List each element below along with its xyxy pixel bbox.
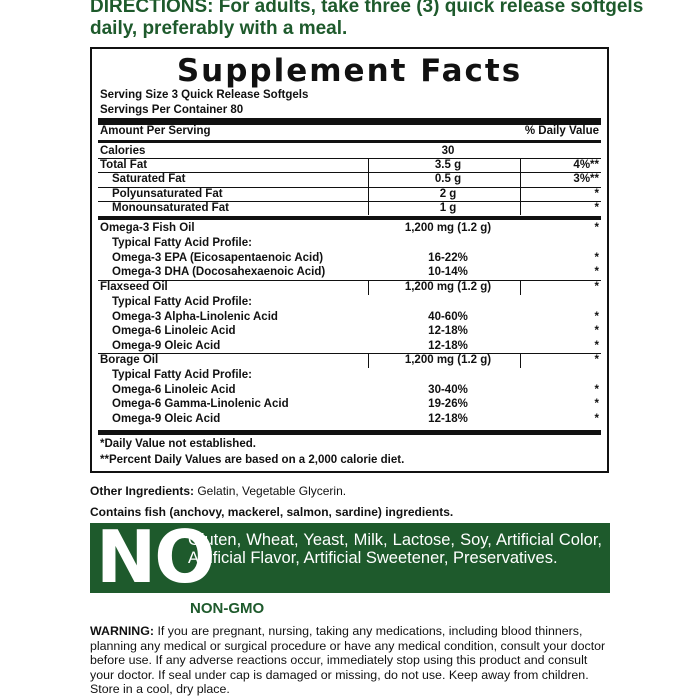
column-divider xyxy=(368,353,369,368)
nutrient-name: Omega-6 Linoleic Acid xyxy=(112,384,236,396)
nutrient-name: Monounsaturated Fat xyxy=(112,202,229,214)
nutrient-amount: 19-26% xyxy=(428,398,468,410)
nutrient-amount: 1,200 mg (1.2 g) xyxy=(404,354,492,366)
facts-row xyxy=(98,398,601,413)
servings-per-container: Servings Per Container 80 xyxy=(100,104,244,116)
nutrient-name: Total Fat xyxy=(100,159,148,171)
row-divider xyxy=(98,280,601,281)
nutrient-amount: 40-60% xyxy=(428,311,468,323)
supplement-facts-title: Supplement Facts xyxy=(176,53,523,89)
row-divider xyxy=(98,201,601,202)
nutrient-name: Omega-6 Gamma-Linolenic Acid xyxy=(112,398,289,410)
facts-row xyxy=(98,202,601,217)
nutrient-name: Omega-9 Oleic Acid xyxy=(112,413,221,425)
supplement-facts-panel xyxy=(90,47,609,473)
nutrient-amount: 2 g xyxy=(439,188,457,200)
section-divider xyxy=(98,216,601,220)
nutrient-name: Typical Fatty Acid Profile: xyxy=(112,369,252,381)
nutrient-name: Borage Oil xyxy=(100,354,159,366)
nutrient-amount: 30 xyxy=(441,145,455,157)
row-divider xyxy=(98,172,601,173)
nutrient-name: Polyunsaturated Fat xyxy=(112,188,223,200)
nutrient-name: Typical Fatty Acid Profile: xyxy=(112,296,252,308)
daily-value: * xyxy=(594,266,599,278)
nutrient-amount: 3.5 g xyxy=(434,159,462,171)
nutrient-amount: 10-14% xyxy=(428,266,468,278)
daily-value: * xyxy=(594,281,599,293)
daily-value: * xyxy=(594,188,599,200)
nutrient-amount: 16-22% xyxy=(428,252,468,264)
daily-value-header: % Daily Value xyxy=(524,125,599,137)
facts-row xyxy=(98,354,601,369)
serving-size: Serving Size 3 Quick Release Softgels xyxy=(100,89,309,101)
nutrient-name: Omega-3 Alpha-Linolenic Acid xyxy=(112,311,278,323)
daily-value: * xyxy=(594,413,599,425)
warning-text: If you are pregnant, nursing, taking any medications, including blood thinners, planning any medical or surgical procedure or have any medical condition, consult your doctor before use. If any adverse reactions occur, immediately stop using this product and consult your doctor. If seal under cap is damaged or missing, do not use. Keep away from children. Store in a cool, dry place. xyxy=(90,624,606,696)
daily-value: * xyxy=(594,222,599,234)
column-divider xyxy=(520,280,521,295)
facts-row xyxy=(98,281,601,296)
non-gmo-label: NON-GMO xyxy=(190,600,265,617)
nutrient-name: Omega-3 EPA (Eicosapentaenoic Acid) xyxy=(112,252,324,264)
facts-row xyxy=(98,413,601,428)
nutrient-amount: 1 g xyxy=(439,202,457,214)
nutrient-amount: 1,200 mg (1.2 g) xyxy=(404,222,492,234)
nutrient-name: Omega-3 Fish Oil xyxy=(100,222,195,234)
bottom-divider xyxy=(98,430,601,435)
other-ingredients xyxy=(90,484,346,498)
nutrient-amount: 12-18% xyxy=(428,413,468,425)
nutrient-name: Omega-3 DHA (Docosahexaenoic Acid) xyxy=(112,266,326,278)
daily-value: * xyxy=(594,252,599,264)
daily-value: * xyxy=(594,384,599,396)
facts-row xyxy=(98,266,601,281)
warning-label: WARNING: xyxy=(90,624,155,638)
nutrient-name: Omega-9 Oleic Acid xyxy=(112,340,221,352)
footnote-daily-value: *Daily Value not established. xyxy=(100,438,256,450)
daily-value: * xyxy=(594,354,599,366)
nutrient-amount: 30-40% xyxy=(428,384,468,396)
daily-value: * xyxy=(594,325,599,337)
daily-value: * xyxy=(594,311,599,323)
nutrient-name: Flaxseed Oil xyxy=(100,281,168,293)
daily-value: * xyxy=(594,340,599,352)
daily-value: * xyxy=(594,202,599,214)
nutrient-amount: 1,200 mg (1.2 g) xyxy=(404,281,492,293)
header-row xyxy=(98,125,601,140)
row-divider xyxy=(98,187,601,188)
no-allergens-banner xyxy=(90,515,610,599)
facts-row xyxy=(98,296,601,311)
nutrient-amount: 12-18% xyxy=(428,325,468,337)
no-allergens-list: Gluten, Wheat, Yeast, Milk, Lactose, Soy, Artificial Color, Artificial Flavor, Artificial Sweetener, Preservatives. xyxy=(188,531,602,567)
daily-value: * xyxy=(594,398,599,410)
nutrient-name: Omega-6 Linoleic Acid xyxy=(112,325,236,337)
facts-row xyxy=(98,325,601,340)
facts-row xyxy=(98,252,601,267)
daily-value: 3%** xyxy=(573,173,599,185)
nutrient-amount: 0.5 g xyxy=(434,173,462,185)
facts-row xyxy=(98,173,601,188)
facts-row xyxy=(98,222,601,237)
row-divider xyxy=(98,353,601,354)
facts-row xyxy=(98,237,601,252)
no-label: NO xyxy=(96,515,214,599)
other-ingredients-text: Gelatin, Vegetable Glycerin. xyxy=(194,484,347,498)
thick-divider xyxy=(98,118,601,125)
medium-divider xyxy=(98,140,601,143)
facts-row xyxy=(98,311,601,326)
facts-row xyxy=(98,369,601,384)
nutrient-name: Calories xyxy=(100,145,146,157)
column-divider xyxy=(368,280,369,295)
nutrient-name: Typical Fatty Acid Profile: xyxy=(112,237,252,249)
amount-per-serving-header: Amount Per Serving xyxy=(100,125,211,137)
column-divider xyxy=(520,353,521,368)
directions xyxy=(90,0,690,40)
other-ingredients-label: Other Ingredients: xyxy=(90,484,195,498)
nutrient-name: Saturated Fat xyxy=(112,173,186,185)
directions-text: For adults, take three (3) quick release softgels daily, preferably with a meal. xyxy=(90,0,644,39)
warning xyxy=(90,624,612,697)
nutrient-amount: 12-18% xyxy=(428,340,468,352)
row-divider xyxy=(98,158,601,159)
column-divider xyxy=(368,158,369,215)
footnote-percent: **Percent Daily Values are based on a 2,000 calorie diet. xyxy=(100,454,405,466)
allergen-statement: Contains fish (anchovy, mackerel, salmon, sardine) ingredients. xyxy=(90,505,454,519)
column-divider xyxy=(520,158,521,215)
daily-value: 4%** xyxy=(573,159,599,171)
directions-label: DIRECTIONS: xyxy=(90,0,214,17)
facts-row xyxy=(98,384,601,399)
